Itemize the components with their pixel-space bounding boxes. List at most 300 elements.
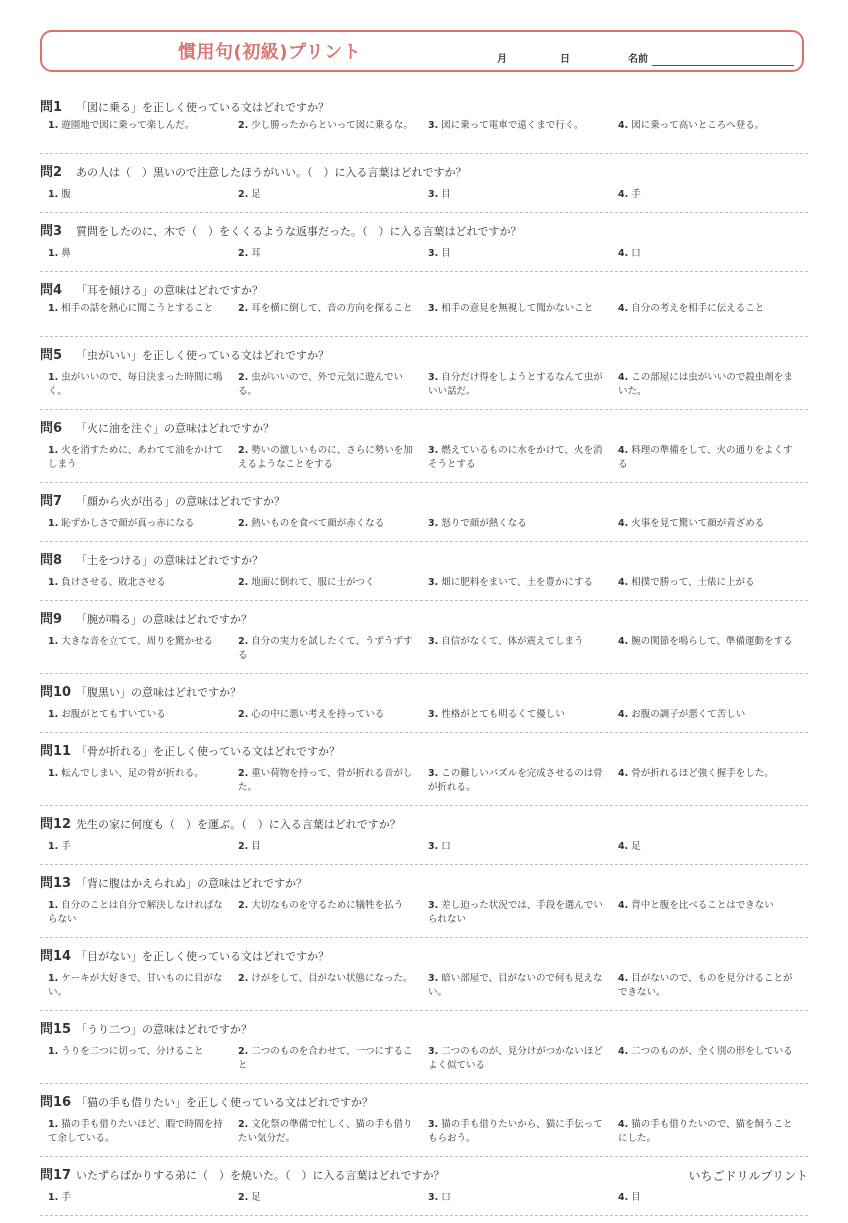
option-text: 自分のことは自分で解決しなければならない [48, 900, 223, 925]
answer-option-3[interactable] [428, 247, 618, 261]
answer-option-1[interactable] [48, 517, 238, 531]
answer-option-3[interactable] [428, 517, 618, 531]
option-text: 口 [441, 841, 451, 852]
answer-option-4[interactable] [618, 840, 808, 854]
question-text: あの人は（ ）黒いので注意したほうがいい。（ ）に入る言葉はどれですか？ [76, 166, 467, 179]
question-text: 「背に腹はかえられぬ」の意味はどれですか？ [76, 877, 307, 890]
question-text: 「腹黒い」の意味はどれですか？ [76, 686, 241, 699]
option-text: 恥ずかしさで顔が真っ赤になる [61, 518, 195, 529]
question-spacer [40, 1216, 808, 1223]
question-block [40, 220, 808, 272]
option-text: この部屋には虫がいいので殺虫剤をまいた。 [618, 372, 793, 397]
option-number: 1. [48, 973, 59, 984]
option-text: 図に乗って電車で遠くまで行く。 [441, 120, 584, 131]
question-block [40, 608, 808, 674]
question-number: 問13 [40, 876, 72, 891]
question-number: 問15 [40, 1022, 72, 1037]
answer-option-1[interactable] [48, 188, 238, 202]
answer-option-1[interactable] [48, 767, 238, 795]
answer-option-3[interactable] [428, 840, 618, 854]
option-number: 2. [238, 900, 249, 911]
answer-option-1[interactable] [48, 444, 238, 472]
answer-option-2[interactable] [238, 840, 428, 854]
question-text: 「顔から火が出る」の意味はどれですか？ [76, 495, 285, 508]
question-spacer [40, 1011, 808, 1018]
option-number: 3. [428, 768, 439, 779]
option-number: 4. [618, 841, 629, 852]
question-number: 問6 [40, 421, 63, 436]
answer-option-4[interactable] [618, 899, 808, 927]
question-spacer [40, 733, 808, 740]
answer-option-1[interactable] [48, 840, 238, 854]
question-spacer [40, 806, 808, 813]
option-row [48, 302, 808, 316]
option-number: 2. [238, 768, 249, 779]
option-row [48, 371, 808, 399]
option-text: 自分だけ得をしようとするなんて虫がいい話だ。 [428, 372, 603, 397]
option-text: 重い荷物を持って、骨が折れる音がした。 [238, 768, 413, 793]
answer-option-4[interactable] [618, 119, 808, 133]
question-header [40, 1018, 808, 1038]
answer-option-4[interactable] [618, 1045, 808, 1073]
question-text: 「火に油を注ぐ」の意味はどれですか？ [76, 422, 274, 435]
question-number: 問14 [40, 949, 72, 964]
question-header [40, 417, 808, 437]
option-text: 怒りで顔が熱くなる [441, 518, 527, 529]
option-text: 二つのものが、見分けがつかないほどよく似ている [428, 1046, 603, 1071]
answer-option-1[interactable] [48, 1045, 238, 1073]
header-box [40, 30, 804, 72]
option-number: 2. [238, 577, 249, 588]
option-number: 1. [48, 900, 59, 911]
month-label: 月 [497, 54, 507, 65]
option-text: 自分の実力を試したくて、うずうずする [238, 636, 413, 661]
question-block [40, 681, 808, 733]
option-text: 足 [251, 189, 261, 200]
answer-option-4[interactable] [618, 1191, 808, 1205]
option-text: 手 [61, 841, 71, 852]
question-spacer [40, 272, 808, 279]
question-spacer [40, 410, 808, 417]
answer-option-3[interactable] [428, 576, 618, 590]
option-number: 1. [48, 841, 59, 852]
option-number: 3. [428, 248, 439, 259]
question-spacer [40, 1157, 808, 1164]
option-row [48, 247, 808, 261]
option-text: 手 [631, 189, 641, 200]
option-number: 4. [618, 1119, 629, 1130]
option-number: 1. [48, 1119, 59, 1130]
option-number: 3. [428, 709, 439, 720]
question-text: 「うり二つ」の意味はどれですか？ [76, 1023, 252, 1036]
option-number: 4. [618, 973, 629, 984]
option-text: お腹がとてもすいている [61, 709, 166, 720]
answer-option-4[interactable] [618, 247, 808, 261]
option-text: 熱いものを食べて顔が赤くなる [251, 518, 385, 529]
answer-option-2[interactable] [238, 899, 428, 927]
answer-option-4[interactable] [618, 708, 808, 722]
option-number: 3. [428, 372, 439, 383]
option-number: 3. [428, 973, 439, 984]
option-text: 耳を横に倒して、音の方向を探ること [251, 303, 413, 314]
option-number: 2. [238, 1046, 249, 1057]
question-block [40, 1018, 808, 1084]
answer-option-1[interactable] [48, 247, 238, 261]
answer-option-1[interactable] [48, 119, 238, 133]
option-text: 暗い部屋で、目がないので何も見えない。 [428, 973, 603, 998]
question-block [40, 417, 808, 483]
question-header [40, 608, 808, 628]
question-text: 先生の家に何度も（ ）を運ぶ。（ ）に入る言葉はどれですか？ [76, 818, 401, 831]
option-row [48, 1191, 808, 1205]
option-number: 3. [428, 1119, 439, 1130]
option-number: 3. [428, 303, 439, 314]
option-text: 二つのものを合わせて、一つにすること [238, 1046, 413, 1071]
option-row [48, 1045, 808, 1073]
option-text: 少し勝ったからといって図に乗るな。 [251, 120, 413, 131]
option-number: 2. [238, 1119, 249, 1130]
answer-option-2[interactable] [238, 1118, 428, 1146]
option-number: 1. [48, 189, 59, 200]
answer-option-3[interactable] [428, 188, 618, 202]
option-text: 耳 [251, 248, 261, 259]
option-text: 口 [631, 248, 641, 259]
answer-option-3[interactable] [428, 1118, 618, 1146]
answer-option-2[interactable] [238, 119, 428, 133]
answer-option-1[interactable] [48, 899, 238, 927]
answer-option-2[interactable] [238, 767, 428, 795]
option-text: 背中と腹を比べることはできない [631, 900, 774, 911]
option-row [48, 635, 808, 663]
question-text: 質問をしたのに、木で（ ）をくくるような返事だった。（ ）に入る言葉はどれですか？ [76, 225, 522, 238]
question-header [40, 813, 808, 833]
option-text: 二つのものが、全く別の形をしている [631, 1046, 793, 1057]
option-text: 目 [441, 248, 451, 259]
option-text: 虫がいいので、毎日決まった時間に鳴く。 [48, 372, 223, 397]
question-header [40, 681, 808, 701]
question-number: 問5 [40, 348, 63, 363]
question-text: 「耳を傾ける」の意味はどれですか？ [76, 284, 263, 297]
question-number: 問11 [40, 744, 72, 759]
option-number: 4. [618, 518, 629, 529]
option-text: 猫の手も借りたいほど、暇で時間を持て余している。 [48, 1119, 223, 1144]
question-header [40, 945, 808, 965]
option-text: 自信がなくて、体が震えてしまう [441, 636, 584, 647]
question-number: 問16 [40, 1095, 72, 1110]
question-block [40, 161, 808, 213]
option-text: 大きな音を立てて、周りを驚かせる [61, 636, 214, 647]
option-number: 1. [48, 248, 59, 259]
answer-option-2[interactable] [238, 247, 428, 261]
question-header [40, 549, 808, 569]
question-number: 問17 [40, 1168, 72, 1183]
answer-option-2[interactable] [238, 635, 428, 663]
answer-option-4[interactable] [618, 635, 808, 663]
option-number: 3. [428, 189, 439, 200]
question-text: 「目がない」を正しく使っている文はどれですか？ [76, 950, 329, 963]
answer-option-1[interactable] [48, 1118, 238, 1146]
question-text: いたずらばかりする弟に（ ）を焼いた。（ ）に入る言葉はどれですか？ [76, 1169, 445, 1182]
name-label: 名前 [628, 54, 648, 65]
option-text: 転んでしまい、足の骨が折れる。 [61, 768, 204, 779]
answer-option-3[interactable] [428, 635, 618, 663]
option-row [48, 576, 808, 590]
option-row [48, 1118, 808, 1146]
answer-option-1[interactable] [48, 576, 238, 590]
option-text: 大切なものを守るために犠牲を払う [251, 900, 404, 911]
answer-option-2[interactable] [238, 444, 428, 472]
question-spacer [40, 1084, 808, 1091]
option-number: 2. [238, 189, 249, 200]
answer-option-4[interactable] [618, 767, 808, 795]
question-block [40, 279, 808, 337]
option-text: 鼻 [61, 248, 71, 259]
option-number: 2. [238, 636, 249, 647]
option-row [48, 188, 808, 202]
option-text: 地面に倒れて、服に土がつく [251, 577, 375, 588]
answer-option-4[interactable] [618, 371, 808, 399]
option-number: 3. [428, 518, 439, 529]
option-text: 猫の手も借りたいから、猫に手伝ってもらおう。 [428, 1119, 603, 1144]
option-number: 3. [428, 1192, 439, 1203]
question-spacer [40, 938, 808, 945]
option-row [48, 899, 808, 927]
option-number: 1. [48, 577, 59, 588]
answer-option-2[interactable] [238, 576, 428, 590]
answer-option-2[interactable] [238, 708, 428, 722]
question-text: 「骨が折れる」を正しく使っている文はどれですか？ [76, 745, 340, 758]
option-number: 1. [48, 303, 59, 314]
option-text: この難しいパズルを完成させるのは骨が折れる。 [428, 768, 603, 793]
option-text: けがをして、目がない状態になった。 [251, 973, 413, 984]
answer-option-1[interactable] [48, 371, 238, 399]
answer-option-3[interactable] [428, 119, 618, 133]
question-block [40, 1091, 808, 1157]
answer-option-1[interactable] [48, 972, 238, 1000]
question-text: 「図に乗る」を正しく使っている文はどれですか？ [76, 101, 329, 114]
question-block [40, 740, 808, 806]
question-block [40, 813, 808, 865]
option-number: 4. [618, 445, 629, 456]
answer-option-2[interactable] [238, 972, 428, 1000]
answer-option-3[interactable] [428, 767, 618, 795]
option-text: 目 [251, 841, 261, 852]
answer-option-3[interactable] [428, 1191, 618, 1205]
option-text: 相撲で勝って、土俵に上がる [631, 577, 755, 588]
option-number: 3. [428, 577, 439, 588]
option-text: 燃えているものに水をかけて、火を消そうとする [428, 445, 603, 470]
option-number: 2. [238, 248, 249, 259]
question-text: 「虫がいい」を正しく使っている文はどれですか？ [76, 349, 329, 362]
answer-option-4[interactable] [618, 972, 808, 1000]
question-header [40, 279, 808, 299]
option-text: ケーキが大好きで、甘いものに目がない。 [48, 973, 223, 998]
option-number: 4. [618, 768, 629, 779]
footer-brand: いちごドリルプリント [688, 1169, 808, 1183]
answer-option-2[interactable] [238, 1045, 428, 1073]
option-number: 2. [238, 518, 249, 529]
option-number: 2. [238, 372, 249, 383]
option-text: 相手の話を熱心に聞こうとすること [61, 303, 214, 314]
answer-option-1[interactable] [48, 1191, 238, 1205]
option-text: 猫の手も借りたいので、猫を飼うことにした。 [618, 1119, 793, 1144]
option-number: 1. [48, 445, 59, 456]
question-spacer [40, 154, 808, 161]
option-row [48, 444, 808, 472]
question-header [40, 344, 808, 364]
answer-option-1[interactable] [48, 635, 238, 663]
option-number: 1. [48, 518, 59, 529]
question-number: 問12 [40, 817, 72, 832]
question-number: 問2 [40, 165, 63, 180]
answer-option-2[interactable] [238, 517, 428, 531]
answer-option-2[interactable] [238, 302, 428, 316]
option-text: 自分の考えを相手に伝えること [631, 303, 765, 314]
answer-option-4[interactable] [618, 188, 808, 202]
option-text: 火を消すために、あわてて油をかけてしまう [48, 445, 223, 470]
option-text: 足 [251, 1192, 261, 1203]
question-spacer [40, 865, 808, 872]
answer-option-3[interactable] [428, 708, 618, 722]
option-number: 4. [618, 577, 629, 588]
option-text: 腹 [61, 189, 71, 200]
answer-option-4[interactable] [618, 444, 808, 472]
question-spacer [40, 542, 808, 549]
option-row [48, 119, 808, 133]
option-row [48, 840, 808, 854]
question-number: 問3 [40, 224, 63, 239]
answer-option-2[interactable] [238, 371, 428, 399]
question-text: 「腕が鳴る」の意味はどれですか？ [76, 613, 252, 626]
option-text: 相手の意見を無視して聞かないこと [441, 303, 594, 314]
option-text: 腕の関節を鳴らして、準備運動をする [631, 636, 793, 647]
option-number: 2. [238, 1192, 249, 1203]
option-number: 2. [238, 841, 249, 852]
option-text: 料理の準備をして、火の通りをよくする [618, 445, 793, 470]
option-number: 4. [618, 120, 629, 131]
answer-option-4[interactable] [618, 1118, 808, 1146]
question-header [40, 490, 808, 510]
option-text: 畑に肥料をまいて、土を豊かにする [441, 577, 594, 588]
option-text: 図に乗って高いところへ登る。 [631, 120, 765, 131]
question-header [40, 740, 808, 760]
option-number: 2. [238, 709, 249, 720]
option-number: 4. [618, 303, 629, 314]
option-number: 1. [48, 1046, 59, 1057]
option-number: 3. [428, 841, 439, 852]
option-text: 目 [441, 189, 451, 200]
option-row [48, 517, 808, 531]
name-field[interactable] [652, 65, 794, 66]
option-number: 3. [428, 445, 439, 456]
answer-option-4[interactable] [618, 302, 808, 316]
question-spacer [40, 483, 808, 490]
question-spacer [40, 674, 808, 681]
option-text: うりを二つに切って、分けること [61, 1046, 204, 1057]
option-number: 4. [618, 709, 629, 720]
question-text: 「猫の手も借りたい」を正しく使っている文はどれですか？ [76, 1096, 373, 1109]
question-number: 問1 [40, 100, 63, 115]
option-text: 差し迫った状況では、手段を選んでいられない [428, 900, 603, 925]
option-text: 火事を見て驚いて顔が青ざめる [631, 518, 765, 529]
answer-option-4[interactable] [618, 517, 808, 531]
option-text: 勢いの激しいものに、さらに勢いを加えるようなことをする [238, 445, 413, 470]
option-number: 4. [618, 1046, 629, 1057]
option-number: 4. [618, 1192, 629, 1203]
answer-option-1[interactable] [48, 302, 238, 316]
answer-option-2[interactable] [238, 188, 428, 202]
option-number: 1. [48, 636, 59, 647]
option-number: 4. [618, 900, 629, 911]
option-row [48, 708, 808, 722]
question-header [40, 1091, 808, 1111]
question-block [40, 490, 808, 542]
question-spacer [40, 213, 808, 220]
question-header [40, 161, 808, 181]
answer-option-3[interactable] [428, 972, 618, 1000]
page-title: 慣用句(初級)プリント [178, 42, 362, 63]
option-number: 4. [618, 248, 629, 259]
answer-option-3[interactable] [428, 444, 618, 472]
question-header [40, 96, 808, 116]
option-number: 4. [618, 189, 629, 200]
question-block [40, 344, 808, 410]
question-number: 問4 [40, 283, 63, 298]
option-number: 1. [48, 709, 59, 720]
option-text: 手 [61, 1192, 71, 1203]
option-number: 1. [48, 372, 59, 383]
question-header [40, 872, 808, 892]
option-text: 虫がいいので、外で元気に遊んでいる。 [238, 372, 404, 397]
option-text: 心の中に悪い考えを持っている [251, 709, 385, 720]
option-text: 目がないので、ものを見分けることができない。 [618, 973, 793, 998]
option-number: 3. [428, 120, 439, 131]
option-number: 4. [618, 636, 629, 647]
option-text: 性格がとても明るくて優しい [441, 709, 565, 720]
option-text: 文化祭の準備で忙しく、猫の手も借りたい気分だ。 [238, 1119, 413, 1144]
answer-option-4[interactable] [618, 576, 808, 590]
question-spacer [40, 601, 808, 608]
day-label: 日 [560, 54, 570, 65]
question-number: 問8 [40, 553, 63, 568]
answer-option-2[interactable] [238, 1191, 428, 1205]
question-number: 問7 [40, 494, 63, 509]
answer-option-3[interactable] [428, 1045, 618, 1073]
option-text: 骨が折れるほど強く握手をした。 [631, 768, 774, 779]
option-number: 2. [238, 973, 249, 984]
answer-option-3[interactable] [428, 371, 618, 399]
question-header [40, 220, 808, 240]
option-number: 1. [48, 1192, 59, 1203]
question-number: 問10 [40, 685, 72, 700]
option-text: 足 [631, 841, 641, 852]
answer-option-3[interactable] [428, 302, 618, 316]
option-text: 目 [631, 1192, 641, 1203]
option-text: 負けさせる、敗北させる [61, 577, 166, 588]
question-block [40, 96, 808, 154]
option-text: 口 [441, 1192, 451, 1203]
option-row [48, 972, 808, 1000]
option-number: 1. [48, 768, 59, 779]
option-number: 2. [238, 303, 249, 314]
answer-option-3[interactable] [428, 899, 618, 927]
answer-option-1[interactable] [48, 708, 238, 722]
question-block [40, 872, 808, 938]
option-number: 4. [618, 372, 629, 383]
option-number: 2. [238, 445, 249, 456]
option-text: お腹の調子が悪くて苦しい [631, 709, 746, 720]
option-number: 3. [428, 1046, 439, 1057]
